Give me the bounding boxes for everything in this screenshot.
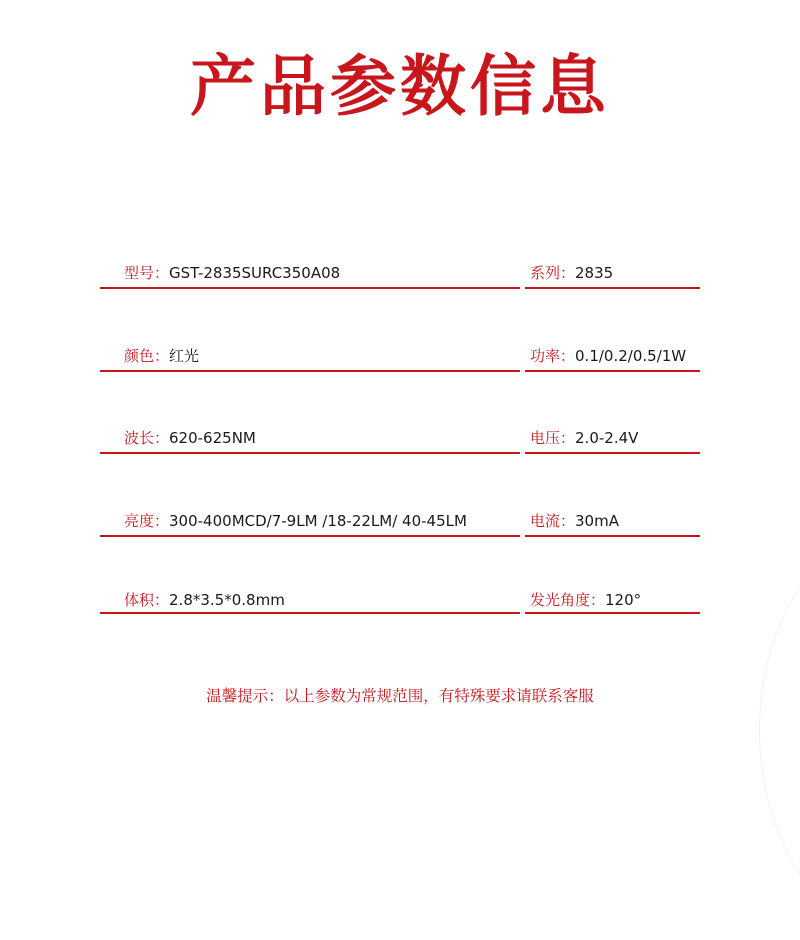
param-label: 型号： xyxy=(124,264,170,282)
param-row-wavelength xyxy=(0,426,800,450)
footer-note: 温馨提示：以上参数为常规范围，有特殊要求请联系客服 xyxy=(206,687,594,705)
param-series xyxy=(530,261,613,285)
row-divider xyxy=(100,535,520,537)
param-value: 120° xyxy=(605,591,642,609)
param-label: 发光角度： xyxy=(530,591,606,609)
row-divider xyxy=(525,452,700,454)
param-row-size xyxy=(0,588,800,612)
param-value: 2.8*3.5*0.8mm xyxy=(169,591,285,609)
row-divider xyxy=(100,452,520,454)
row-divider xyxy=(100,370,520,372)
param-label: 电压： xyxy=(530,429,576,447)
param-label: 波长： xyxy=(124,429,170,447)
param-row-model xyxy=(0,261,800,285)
row-divider xyxy=(525,287,700,289)
decorative-arc xyxy=(759,520,800,940)
row-divider xyxy=(525,535,700,537)
param-label: 电流： xyxy=(530,512,576,530)
param-size xyxy=(124,588,285,612)
row-divider xyxy=(525,370,700,372)
param-label: 功率： xyxy=(530,347,576,365)
row-divider xyxy=(100,287,520,289)
row-divider xyxy=(100,612,520,614)
param-voltage xyxy=(530,426,638,450)
param-label: 体积： xyxy=(124,591,170,609)
param-beam-angle xyxy=(530,588,641,612)
page-title: 产品参数信息 xyxy=(190,48,610,125)
row-divider xyxy=(525,612,700,614)
param-model xyxy=(124,261,340,285)
param-power xyxy=(530,344,686,368)
param-value: 红光 xyxy=(169,347,200,365)
param-value: 620-625NM xyxy=(169,429,256,447)
param-value: 0.1/0.2/0.5/1W xyxy=(575,347,687,365)
param-current xyxy=(530,509,619,533)
param-wavelength xyxy=(124,426,256,450)
param-value: 2835 xyxy=(575,264,614,282)
param-color xyxy=(124,344,199,368)
param-row-brightness xyxy=(0,509,800,533)
param-brightness xyxy=(124,509,467,533)
param-row-color xyxy=(0,344,800,368)
param-value: 2.0-2.4V xyxy=(575,429,639,447)
param-label: 颜色： xyxy=(124,347,170,365)
param-label: 系列： xyxy=(530,264,576,282)
param-value: 300-400MCD/7-9LM /18-22LM/ 40-45LM xyxy=(169,512,467,530)
param-label: 亮度： xyxy=(124,512,170,530)
param-value: GST-2835SURC350A08 xyxy=(169,264,341,282)
param-value: 30mA xyxy=(575,512,619,530)
